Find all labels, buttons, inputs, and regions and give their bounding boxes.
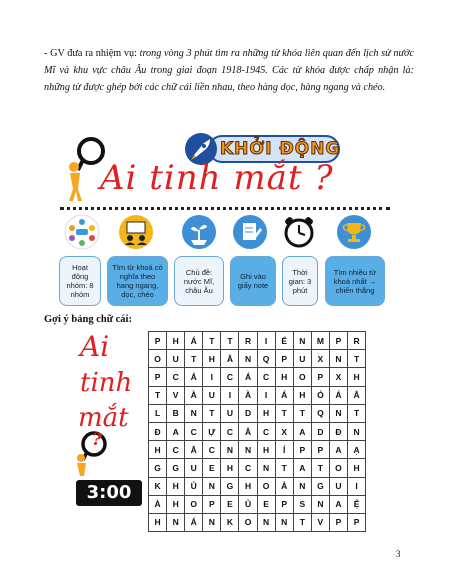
grid-cell: O [149,350,167,368]
grid-row [149,495,366,513]
grid-cell: P [149,368,167,386]
side-text-ai: Ai [80,330,110,363]
grid-cell: Ủ [185,477,203,495]
grid-cell: C [203,441,221,459]
grid-cell: P [329,332,347,350]
grid-cell: P [275,495,293,513]
grid-cell: T [275,459,293,477]
grid-cell: I [257,386,275,404]
grid-cell: N [239,350,257,368]
grid-row [149,422,366,440]
grid-cell: H [149,513,167,531]
grid-cell: R [348,332,366,350]
grid-cell: U [185,459,203,477]
grid-cell: K [149,477,167,495]
grid-row [149,332,366,350]
side-text-tinh: tinh [80,368,133,398]
grid-cell: X [329,368,347,386]
grid-cell: M [311,332,329,350]
letter-grid [148,331,366,532]
team-icon [64,214,100,250]
grid-cell: H [275,368,293,386]
grid-cell: Ể [275,332,293,350]
grid-cell: T [293,513,311,531]
grid-cell: E [257,495,275,513]
grid-cell: H [167,477,185,495]
grid-cell: A [329,441,347,459]
grid-cell: B [167,404,185,422]
hint-label: Gợi ý bảng chữ cái: [44,314,132,325]
grid-cell: G [167,459,185,477]
grid-cell: U [293,350,311,368]
side-text-mat: mắt [78,403,129,433]
grid-cell: U [221,404,239,422]
grid-cell: X [275,422,293,440]
grid-cell: N [167,513,185,531]
trophy-icon [336,214,372,250]
grid-cell: V [167,386,185,404]
grid-cell: T [293,404,311,422]
grid-cell: E [221,495,239,513]
grid-cell: P [329,513,347,531]
grid-cell: T [203,332,221,350]
grid-cell: N [293,477,311,495]
grid-row [149,477,366,495]
grid-cell: N [257,513,275,531]
grid-cell: Â [221,350,239,368]
grid-cell: Ả [275,477,293,495]
grid-cell: Á [275,386,293,404]
grid-cell: N [348,422,366,440]
grid-cell: Á [185,513,203,531]
grid-cell: I [221,386,239,404]
grid-cell: O [257,477,275,495]
grid-cell: C [239,459,257,477]
grid-cell: T [221,332,239,350]
grid-cell: T [203,404,221,422]
grid-cell: N [293,332,311,350]
grid-cell: T [311,459,329,477]
grid-cell: H [257,404,275,422]
grid-cell: L [149,404,167,422]
grid-cell: C [257,368,275,386]
grid-cell: A [329,495,347,513]
grid-cell: H [221,459,239,477]
card-time: Thời gian: 3 phút [282,256,318,306]
grid-cell: À [239,386,257,404]
grid-cell: Ệ [348,495,366,513]
grid-cell: N [329,350,347,368]
page-title: Ai tinh mắt ? [100,158,334,198]
grid-cell: N [275,513,293,531]
grid-cell: V [311,513,329,531]
grid-cell: H [257,441,275,459]
grid-cell: G [149,459,167,477]
grid-cell: D [311,422,329,440]
grid-cell: Ó [311,386,329,404]
grid-cell: N [221,441,239,459]
grid-cell: Á [185,332,203,350]
grid-cell: X [311,350,329,368]
grid-cell: Đ [329,422,347,440]
note-icon [232,214,268,250]
grid-cell: P [149,332,167,350]
grid-cell: N [185,404,203,422]
grid-cell: T [275,404,293,422]
grid-cell: C [221,368,239,386]
alarm-clock-icon [281,214,317,250]
grid-cell: H [348,459,366,477]
card-topic: Chủ đề: nước Mĩ, châu Âu [174,256,224,306]
grid-cell: D [239,404,257,422]
grid-row [149,513,366,531]
grid-cell: T [185,350,203,368]
grid-cell: T [348,350,366,368]
grid-row [149,350,366,368]
grid-cell: T [348,404,366,422]
grid-cell: A [293,422,311,440]
task-paragraph [44,45,414,96]
grid-cell: U [167,350,185,368]
grid-cell: C [185,422,203,440]
grid-cell: C [221,422,239,440]
grid-cell: T [149,386,167,404]
grid-cell: H [167,332,185,350]
grid-cell: A [293,459,311,477]
grid-cell: C [167,368,185,386]
grid-cell: U [203,386,221,404]
grid-cell: Q [311,404,329,422]
grid-cell: H [293,386,311,404]
grid-cell: Á [329,386,347,404]
grid-cell: H [149,441,167,459]
grid-cell: I [203,368,221,386]
grid-cell: E [203,459,221,477]
grid-cell: A [167,422,185,440]
grid-cell: H [203,350,221,368]
grid-cell: Ả [185,368,203,386]
task-lead: - GV đưa ra nhiệm vụ: [44,48,140,59]
grid-cell: C [257,422,275,440]
page-number: 3 [396,549,401,559]
grid-cell: U [329,477,347,495]
grid-cell: Ủ [239,495,257,513]
task-italic-text: trong vòng 3 phút tìm ra những từ khóa liên quan đến lịch sử nước Mĩ và khu vực châu Âu trong giai đoạn 1918-1945. Các từ khóa được chấp nhận là: những từ được ghép bởi các chữ cái liền nhau, theo hàng dọc, hàng ngang và chéo. [44,48,414,93]
grid-cell: Í [275,441,293,459]
grid-cell: P [311,441,329,459]
card-group-activity: Hoạt động nhóm: 8 nhóm [59,256,101,306]
grid-row [149,386,366,404]
plant-icon [181,214,217,250]
grid-cell: K [221,513,239,531]
grid-cell: H [348,368,366,386]
grid-row [149,459,366,477]
grid-cell: O [293,368,311,386]
grid-cell: H [239,477,257,495]
grid-cell: P [293,441,311,459]
grid-cell: G [311,477,329,495]
grid-cell: N [329,404,347,422]
grid-row [149,441,366,459]
grid-row [149,404,366,422]
grid-cell: H [167,495,185,513]
grid-cell: R [239,332,257,350]
grid-cell: N [203,513,221,531]
grid-cell: O [185,495,203,513]
grid-cell: Ạ [348,441,366,459]
grid-cell: Ắ [348,386,366,404]
grid-cell: C [167,441,185,459]
grid-cell: O [239,513,257,531]
grid-cell: P [275,350,293,368]
grid-cell: P [203,495,221,513]
grid-cell: Á [239,368,257,386]
grid-cell: Ắ [185,441,203,459]
grid-cell: Đ [149,422,167,440]
grid-cell: G [221,477,239,495]
grid-cell: Â [239,422,257,440]
grid-cell: I [257,332,275,350]
grid-row [149,368,366,386]
grid-cell: S [293,495,311,513]
countdown-timer: 3:00 [76,480,142,506]
question-mark: ? [92,430,102,450]
grid-cell: I [348,477,366,495]
grid-cell: N [239,441,257,459]
grid-cell: P [311,368,329,386]
grid-cell: O [329,459,347,477]
grid-cell: P [348,513,366,531]
grid-cell: N [311,495,329,513]
card-note: Ghi vào giấy note [230,256,276,306]
grid-cell: À [185,386,203,404]
grid-cell: Q [257,350,275,368]
grid-cell: N [203,477,221,495]
grid-cell: Ự [203,422,221,440]
banner-label: KHỞI ĐỘNG [220,139,341,159]
dotted-divider [60,207,390,210]
grid-cell: N [257,459,275,477]
card-search-rule: Tìm từ khoá có nghĩa theo hang ngang, dọc, chéo [107,256,168,306]
presentation-icon [118,214,154,250]
grid-cell: À [149,495,167,513]
card-win-rule: Tìm nhiều từ khoá nhất → chiến thắng [325,256,385,306]
